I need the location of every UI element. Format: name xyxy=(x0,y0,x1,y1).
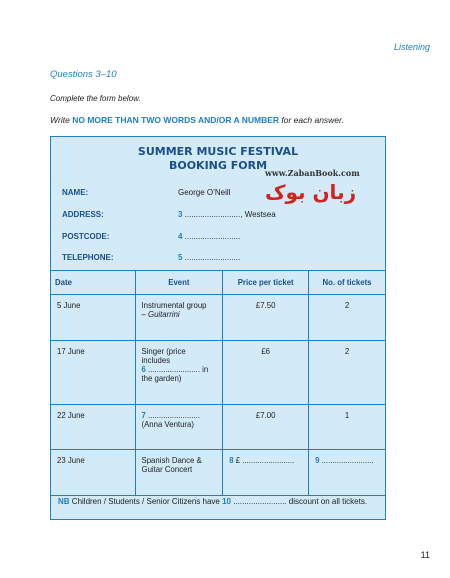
question-number-9: 9 xyxy=(315,456,320,465)
row-price: £6 xyxy=(223,341,309,405)
question-number-8: 8 xyxy=(229,456,234,465)
word-limit-prefix: Write xyxy=(50,115,73,125)
row-price: £7.00 xyxy=(223,405,309,450)
section-heading: Listening xyxy=(393,42,430,52)
postcode-label: POSTCODE: xyxy=(62,232,110,241)
watermark-logo xyxy=(265,168,375,212)
row-event: Spanish Dance & Guitar Concert xyxy=(135,450,223,496)
name-value: George O’Neill xyxy=(178,188,231,197)
question-number-7: 7 xyxy=(141,411,146,420)
address-label: ADDRESS: xyxy=(62,210,104,219)
instruction-text: Complete the form below. xyxy=(50,94,141,103)
table-row xyxy=(51,405,386,450)
word-limit-suffix: for each answer. xyxy=(279,115,344,125)
row-event[interactable]: Singer (price includes 6 ........................ in the garden) xyxy=(135,341,223,405)
question-number-6: 6 xyxy=(141,365,146,374)
row-date: 17 June xyxy=(51,341,136,405)
watermark-url: www.ZabanBook.com xyxy=(265,168,360,178)
row-tickets: 2 xyxy=(309,341,386,405)
telephone-answer-5[interactable]: 5 ......................... xyxy=(178,253,241,262)
row-tickets: 1 xyxy=(309,405,386,450)
question-number-3: 3 xyxy=(178,210,183,219)
row-price: £7.50 xyxy=(223,295,309,341)
table-row xyxy=(51,450,386,496)
form-title-line2: BOOKING FORM xyxy=(168,159,268,172)
postcode-answer-4[interactable]: 4 ......................... xyxy=(178,232,241,241)
header-event: Event xyxy=(135,271,223,295)
question-number-5: 5 xyxy=(178,253,183,262)
row-date: 22 June xyxy=(51,405,136,450)
booking-table xyxy=(50,270,386,496)
table-header-row xyxy=(51,271,386,295)
telephone-label: TELEPHONE: xyxy=(62,253,114,262)
header-price: Price per ticket xyxy=(223,271,309,295)
row-tickets: 2 xyxy=(309,295,386,341)
questions-heading: Questions 3–10 xyxy=(50,69,117,80)
header-date: Date xyxy=(51,271,136,295)
page-number: 11 xyxy=(420,550,430,560)
row-event[interactable]: 7 ........................ (Anna Ventura) xyxy=(135,405,223,450)
word-limit-instruction xyxy=(50,115,344,125)
row-date: 5 June xyxy=(51,295,136,341)
row-price-answer-8[interactable]: 8 £ ........................ xyxy=(223,450,309,496)
table-row xyxy=(51,295,386,341)
watermark-logo-text: زبان بوک xyxy=(265,180,357,204)
row-tickets-answer-9[interactable]: 9 ........................ xyxy=(309,450,386,496)
word-limit-bold: NO MORE THAN TWO WORDS AND/OR A NUMBER xyxy=(72,115,280,125)
question-number-4: 4 xyxy=(178,232,183,241)
row-event: Instrumental group – Guitarrini xyxy=(135,295,223,341)
discount-note[interactable]: NB Children / Students / Senior Citizens have 10 ........................ discount on all tickets. xyxy=(58,497,368,506)
table-row xyxy=(51,341,386,405)
form-title-line1: SUMMER MUSIC FESTIVAL xyxy=(137,145,299,158)
question-number-10: 10 xyxy=(222,497,231,506)
header-tickets: No. of tickets xyxy=(309,271,386,295)
address-answer-3[interactable]: 3 ........................., Westsea xyxy=(178,210,276,219)
row-date: 23 June xyxy=(51,450,136,496)
name-label: NAME: xyxy=(62,188,89,197)
nb-label: NB xyxy=(58,497,70,506)
